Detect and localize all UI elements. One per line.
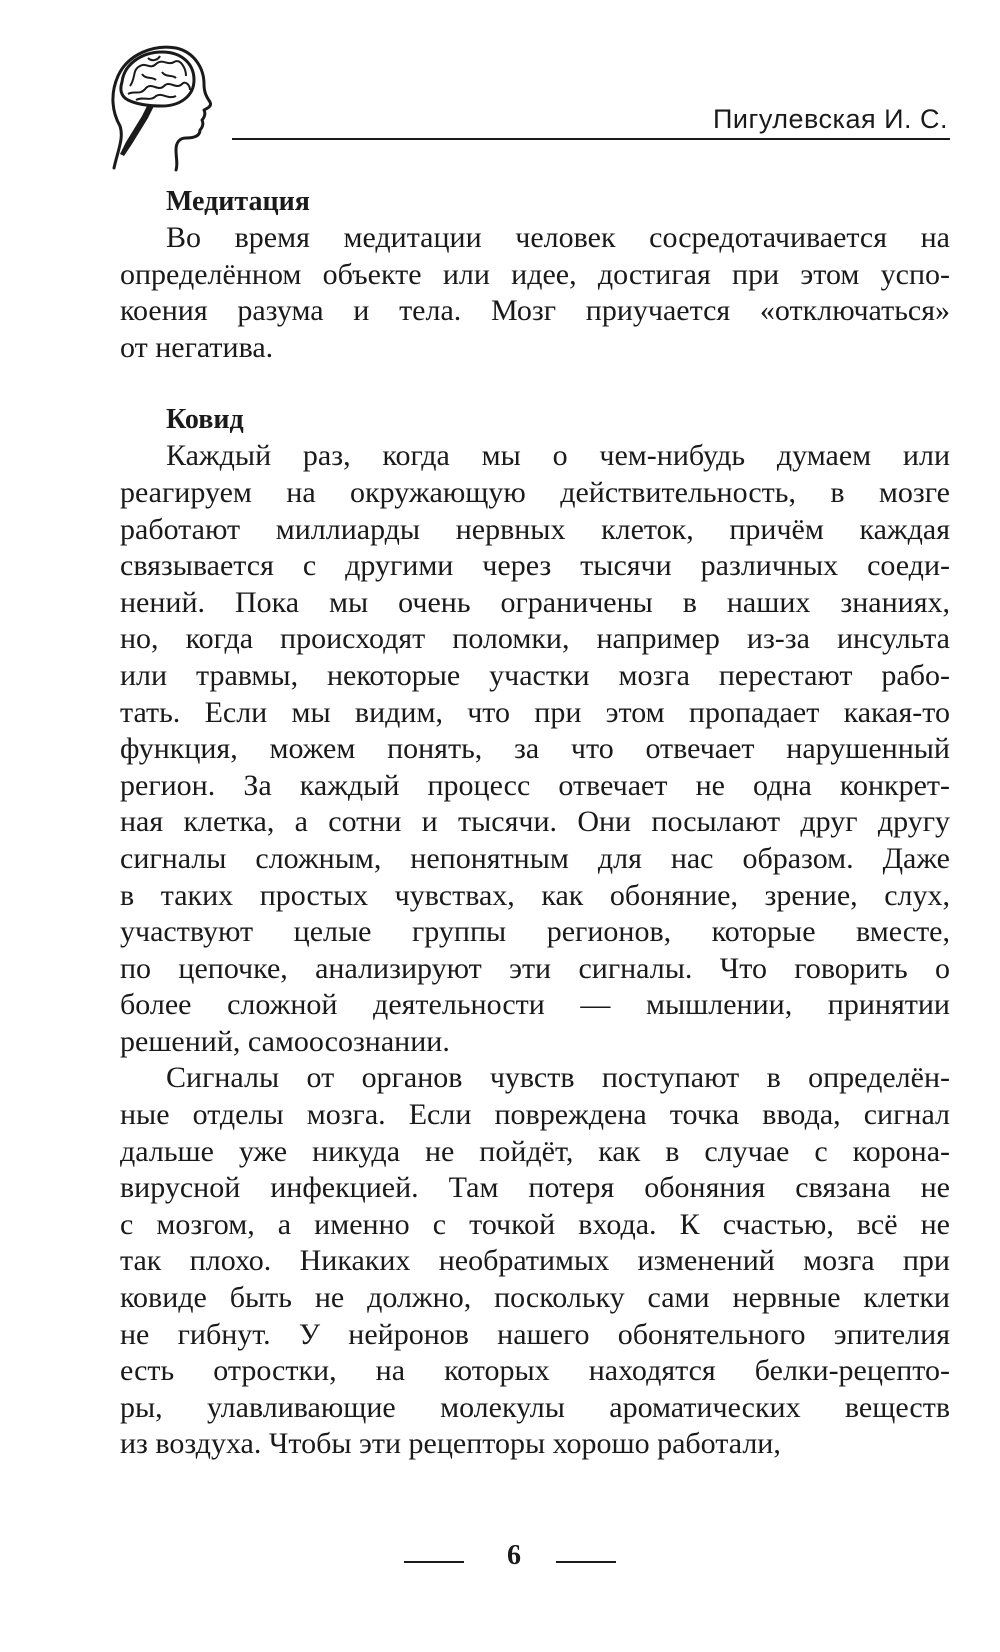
text-line: функция, можем понять, за что отвечает нарушенный [120,732,950,766]
text-line: дальше уже никуда не пойдёт, как в случае с корона- [120,1134,950,1168]
header-rule [232,138,950,140]
text-line: ры, улавливающие молекулы ароматических веществ [120,1390,950,1424]
text-line: или травмы, некоторые участки мозга перестают рабо- [120,658,950,692]
footer-rule-right [556,1561,616,1563]
text-line: решений, самоосознании. [120,1024,450,1058]
text-line: не гибнут. У нейронов нашего обонятельного эпителия [120,1317,950,1351]
page-body [120,184,950,1463]
text-line: реагируем на окружающую действительность, в мозге [120,475,950,509]
text-line: участвуют целые группы регионов, которые вместе, [120,915,950,949]
text-line: ные отделы мозга. Если повреждена точка ввода, сигнал [120,1098,950,1132]
text-line: в таких простых чувствах, как обоняние, зрение, слух, [120,878,950,912]
text-line: работают миллиарды нервных клеток, причём каждая [120,512,950,546]
text-line: но, когда происходят поломки, например из-за инсульта [120,622,950,656]
text-line: по цепочке, анализируют эти сигналы. Что говорить о [120,951,950,985]
text-line: определённом объекте или идее, достигая при этом успо- [120,257,950,291]
text-line: связывается с другими через тысячи различных соеди- [120,549,950,583]
text-line: регион. За каждый процесс отвечает не одна конкрет- [120,768,950,802]
text-line: есть отростки, на которых находятся белки-рецепто- [120,1354,950,1388]
paragraph [120,1060,950,1463]
head-with-brain-icon [106,42,216,172]
text-line: коения разума и тела. Мозг приучается «отключаться» [120,294,950,328]
text-line: нений. Пока мы очень ограничены в наших знаниях, [120,585,950,619]
text-line: ковиде быть не должно, поскольку сами нервные клетки [120,1281,950,1315]
section-gap [120,366,950,402]
text-line: Сигналы от органов чувств поступают в определён- [166,1061,950,1095]
text-line: сигналы сложным, непонятным для нас образом. Даже [120,841,950,875]
text-line: ная клетка, а сотни и тысячи. Они посылают друг другу [120,805,950,839]
text-line: Во время медитации человек сосредотачивается на [166,221,950,254]
page-footer [0,1540,1000,1580]
text-line: так плохо. Никаких необратимых изменений мозга при [120,1244,950,1278]
running-header-author: Пигулевская И. С. [712,104,948,134]
paragraph [120,220,950,366]
text-line: из воздуха. Чтобы эти рецепторы хорошо работали, [120,1427,781,1461]
paragraph [120,438,950,1060]
footer-rule-left [404,1561,464,1563]
text-line: тать. Если мы видим, что при этом пропадает какая-то [120,695,950,729]
text-line: с мозгом, а именно с точкой входа. К счастью, всё не [120,1207,950,1241]
section-heading: Медитация [166,186,310,217]
page-number: 6 [507,1540,521,1571]
text-line: более сложной деятельности — мышлении, принятии [120,988,950,1022]
text-line: вирусной инфекцией. Там потеря обоняния связана не [120,1171,950,1205]
section-heading: Ковид [166,404,244,436]
text-line: Каждый раз, когда мы о чем-нибудь думаем или [166,439,950,473]
text-line: от негатива. [120,330,274,364]
